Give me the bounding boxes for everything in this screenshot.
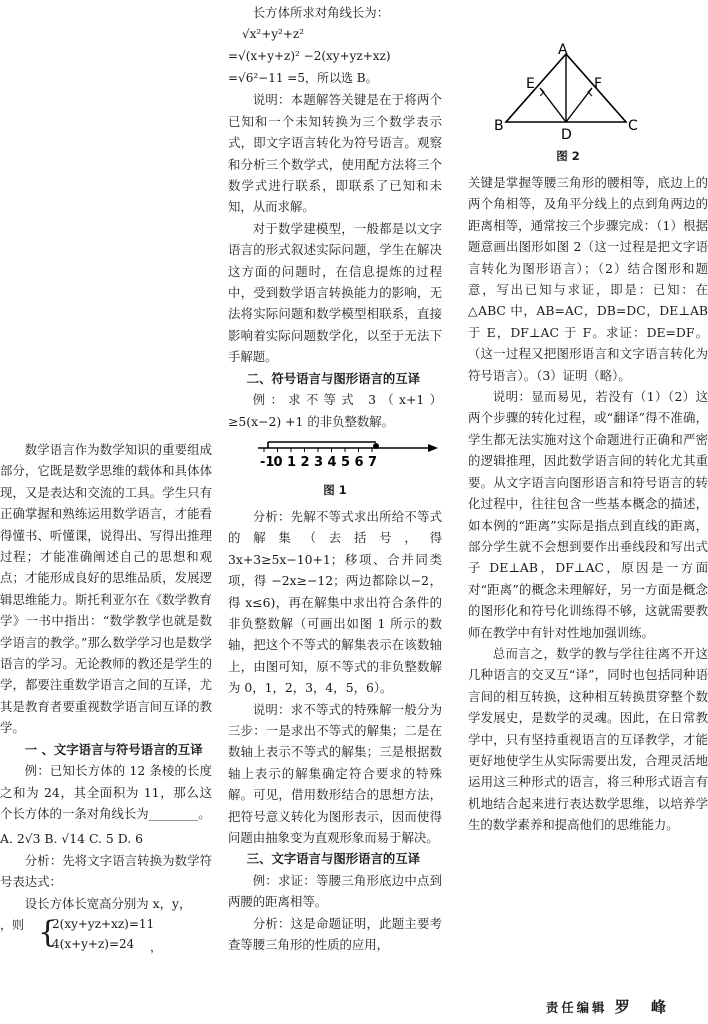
label-a: A	[558, 42, 568, 58]
tick-label: 4	[327, 454, 337, 470]
example-1-options: A. 2√3 B. √14 C. 5 D. 6	[0, 831, 143, 847]
analysis-3: 分析：这是命题证明，此题主要考查等腰三角形的性质的应用，	[228, 915, 442, 953]
figure-1-caption: 图 1	[323, 482, 347, 497]
intro-paragraph: 数学语言作为数学知识的重要组成部分，它既是数学思维的载体和具体体现，又是表达和交流的工具。学生只有正确掌握和熟练运用数学语言，才能看得懂书、听懂课，说得出、写得出推理过程；才能准确阐述自己的思想和观点；才能形成良好的思维品质，发展逻辑思维能力。斯托利亚尔在《数学教育学》一书中指出：“数学教学也就是数学语言的教学。”那么数学学习也是数学语言的学习。无论教师的教还是学生的学，都要注重数学语言之间的互译，尤其是教育者要重视数学语言间互译的教学。	[0, 442, 212, 736]
editor-credit	[546, 996, 674, 1017]
editor-label: 责任编辑	[545, 1000, 608, 1015]
column-3	[468, 0, 708, 836]
label-c: C	[628, 118, 638, 134]
section-2-title: 二、符号语言与图形语言的互译	[246, 370, 421, 386]
tick-label: 6	[354, 454, 364, 470]
figure-2-caption: 图 2	[556, 149, 580, 163]
section-1-title: 一 、文字语言与符号语言的互译	[24, 741, 203, 757]
example-2: 例：求不等式 3（x+1）≥5(x−2) +1 的非负整数解。	[228, 392, 442, 429]
label-f: F	[594, 76, 603, 92]
note-2: 说明：求不等式的特殊解一般分为三步：一是求出不等式的解集；二是在数轴上表示不等式的解集；三是根据数轴上表示的解集确定符合要求的特殊解。可见，借用数形结合的思想方法，把符号意义转化为图形表示，因而使得问题由抽象变为直观形象而易于解决。	[228, 701, 442, 845]
tick-labels	[260, 448, 377, 470]
diagonal-intro: 长方体所求对角线长为：	[252, 5, 390, 20]
right-angle-f	[588, 88, 592, 96]
continuation-paragraph: 关键是掌握等腰三角形的腰相等，底边上的两个角相等，及角平分线上的点到角两边的距离相等，通常按三个步骤完成：（1）根据题意画出图形如图 2（这一过程是把文字语言转化为图形语言）；（2）结合图形和题意，写出已知与求证，即是：已知：在△ABC 中，AB=AC，DB=DC，DE⊥AB 于 E，DF⊥AC 于 F。求证：DE=DF。（这一过程又把图形语言和文字语言转化为符号语言）。（3）证明（略）。	[468, 175, 708, 383]
modeling-paragraph: 对于数学建模型，一般都是以文字语言的形式叙述实际问题，学生在解决这方面的问题时，在信息提炼的过程中，受到数学语言转换能力的影响，无法将实际问题和数学模型相联系，直接影响着实际问题数学化，以至于无法下手解题。	[228, 220, 442, 365]
analysis-1: 分析：先将文字语言转换为数学符号表达式：	[0, 852, 212, 890]
math-line-3: =√6²−11 =5，所以选 B。	[228, 71, 378, 86]
tick-label: 1	[287, 454, 297, 470]
closed-endpoint	[373, 443, 379, 449]
eq-prefix: ，则	[0, 917, 25, 932]
label-e: E	[526, 76, 535, 92]
tick-label: -1	[260, 454, 275, 470]
brace-icon: {	[38, 914, 58, 950]
tick-label: 7	[368, 454, 378, 470]
editor-name: 罗 峰	[614, 998, 674, 1016]
example-1: 例：已知长方体的 12 条棱的长度之和为 24，其全面积为 11，那么这个长方体的一条对角线长为________。	[0, 763, 212, 821]
section-3-title: 三、文字语言与图形语言的互译	[246, 851, 421, 867]
perpendicular-df	[566, 88, 592, 122]
eq-suffix: ，	[150, 939, 163, 954]
note-1: 说明：本题解答关键是在于将两个已知和一个未知转换为三个数学表示式，即文字语言转化为符号语言。观察和分析三个数学式，使用配方法将三个数学式进行联系，即联系了已知和未知，从而求解。	[228, 92, 442, 215]
math-line-1: √x²+y²+z²	[242, 27, 305, 42]
column-1-top-space	[0, 0, 212, 439]
tick-label: 0	[273, 454, 283, 470]
right-angle-e	[540, 88, 544, 96]
number-line-figure	[228, 438, 442, 480]
label-b: B	[494, 118, 504, 134]
tick-label: 2	[300, 454, 310, 470]
let-statement: 设长方体长宽高分别为 x，y，	[24, 895, 192, 911]
column-2	[228, 0, 442, 955]
equation-system	[0, 914, 212, 958]
column-1	[0, 0, 212, 958]
equation-2: 4(x+y+z)=24	[52, 936, 135, 951]
note-3: 说明：显而易见，若没有（1）（2）这两个步骤的转化过程，或“翻译”得不准确，学生都无法实施对这个命题进行正确和严密的逻辑推理，因此数学语言间的转化尤其重要。从文字语言向图形语言和符号语言的转化过程中，往往包含一些基本概念的描述，如本例的“距离”实际是指点到直线的距离，部分学生就不会想到要作出垂线段和写出式子 DE⊥AB，DF⊥AC，原因是一方面对“距离”的概念未理解好，另一方面是概念的图形化和符号化训练得不够，这就需要教师在教学中有针对性地加强训练。	[468, 389, 708, 640]
equation-1: 2(xy+yz+xz)=11	[52, 916, 155, 931]
label-d: D	[561, 127, 572, 143]
arrow-icon	[428, 444, 438, 452]
perpendicular-de	[540, 88, 566, 122]
conclusion-paragraph: 总而言之，数学的教与学往往离不开这几种语言的交叉互“译”，同时也包括同种语言间的相互转换，这种相互转换贯穿整个数学发展史，是数学的灵魂。因此，在日常教学中，只有坚持重视语言的互译教学，才能更好地使学生从实际需要出发，合理灵活地运用这三种形式的语言，将三种形式语言有机地结合起来进行表达数学思维，以培养学生的数学素养和提高他们的思维能力。	[468, 645, 708, 833]
tick-label: 5	[341, 454, 351, 470]
analysis-2: 分析：先解不等式求出所给不等式的解集（去括号，得 3x+3≥5x−10+1；移项、合并同类项，得 −2x≥−12；两边都除以−2，得 x≤6)，再在解集中求出符合条件的非负整数解（可画出如图 1 所示的数轴，把这个不等式的解集表示在该数轴上，由图可知，原不等式的非负整数解为 0，1，2，3，4，5，6）。	[228, 508, 442, 696]
tick-label: 3	[314, 454, 324, 470]
math-line-2: =√(x+y+z)² −2(xy+yz+xz)	[228, 49, 391, 64]
example-3: 例：求证：等腰三角形底边中点到两腰的距离相等。	[228, 872, 442, 910]
